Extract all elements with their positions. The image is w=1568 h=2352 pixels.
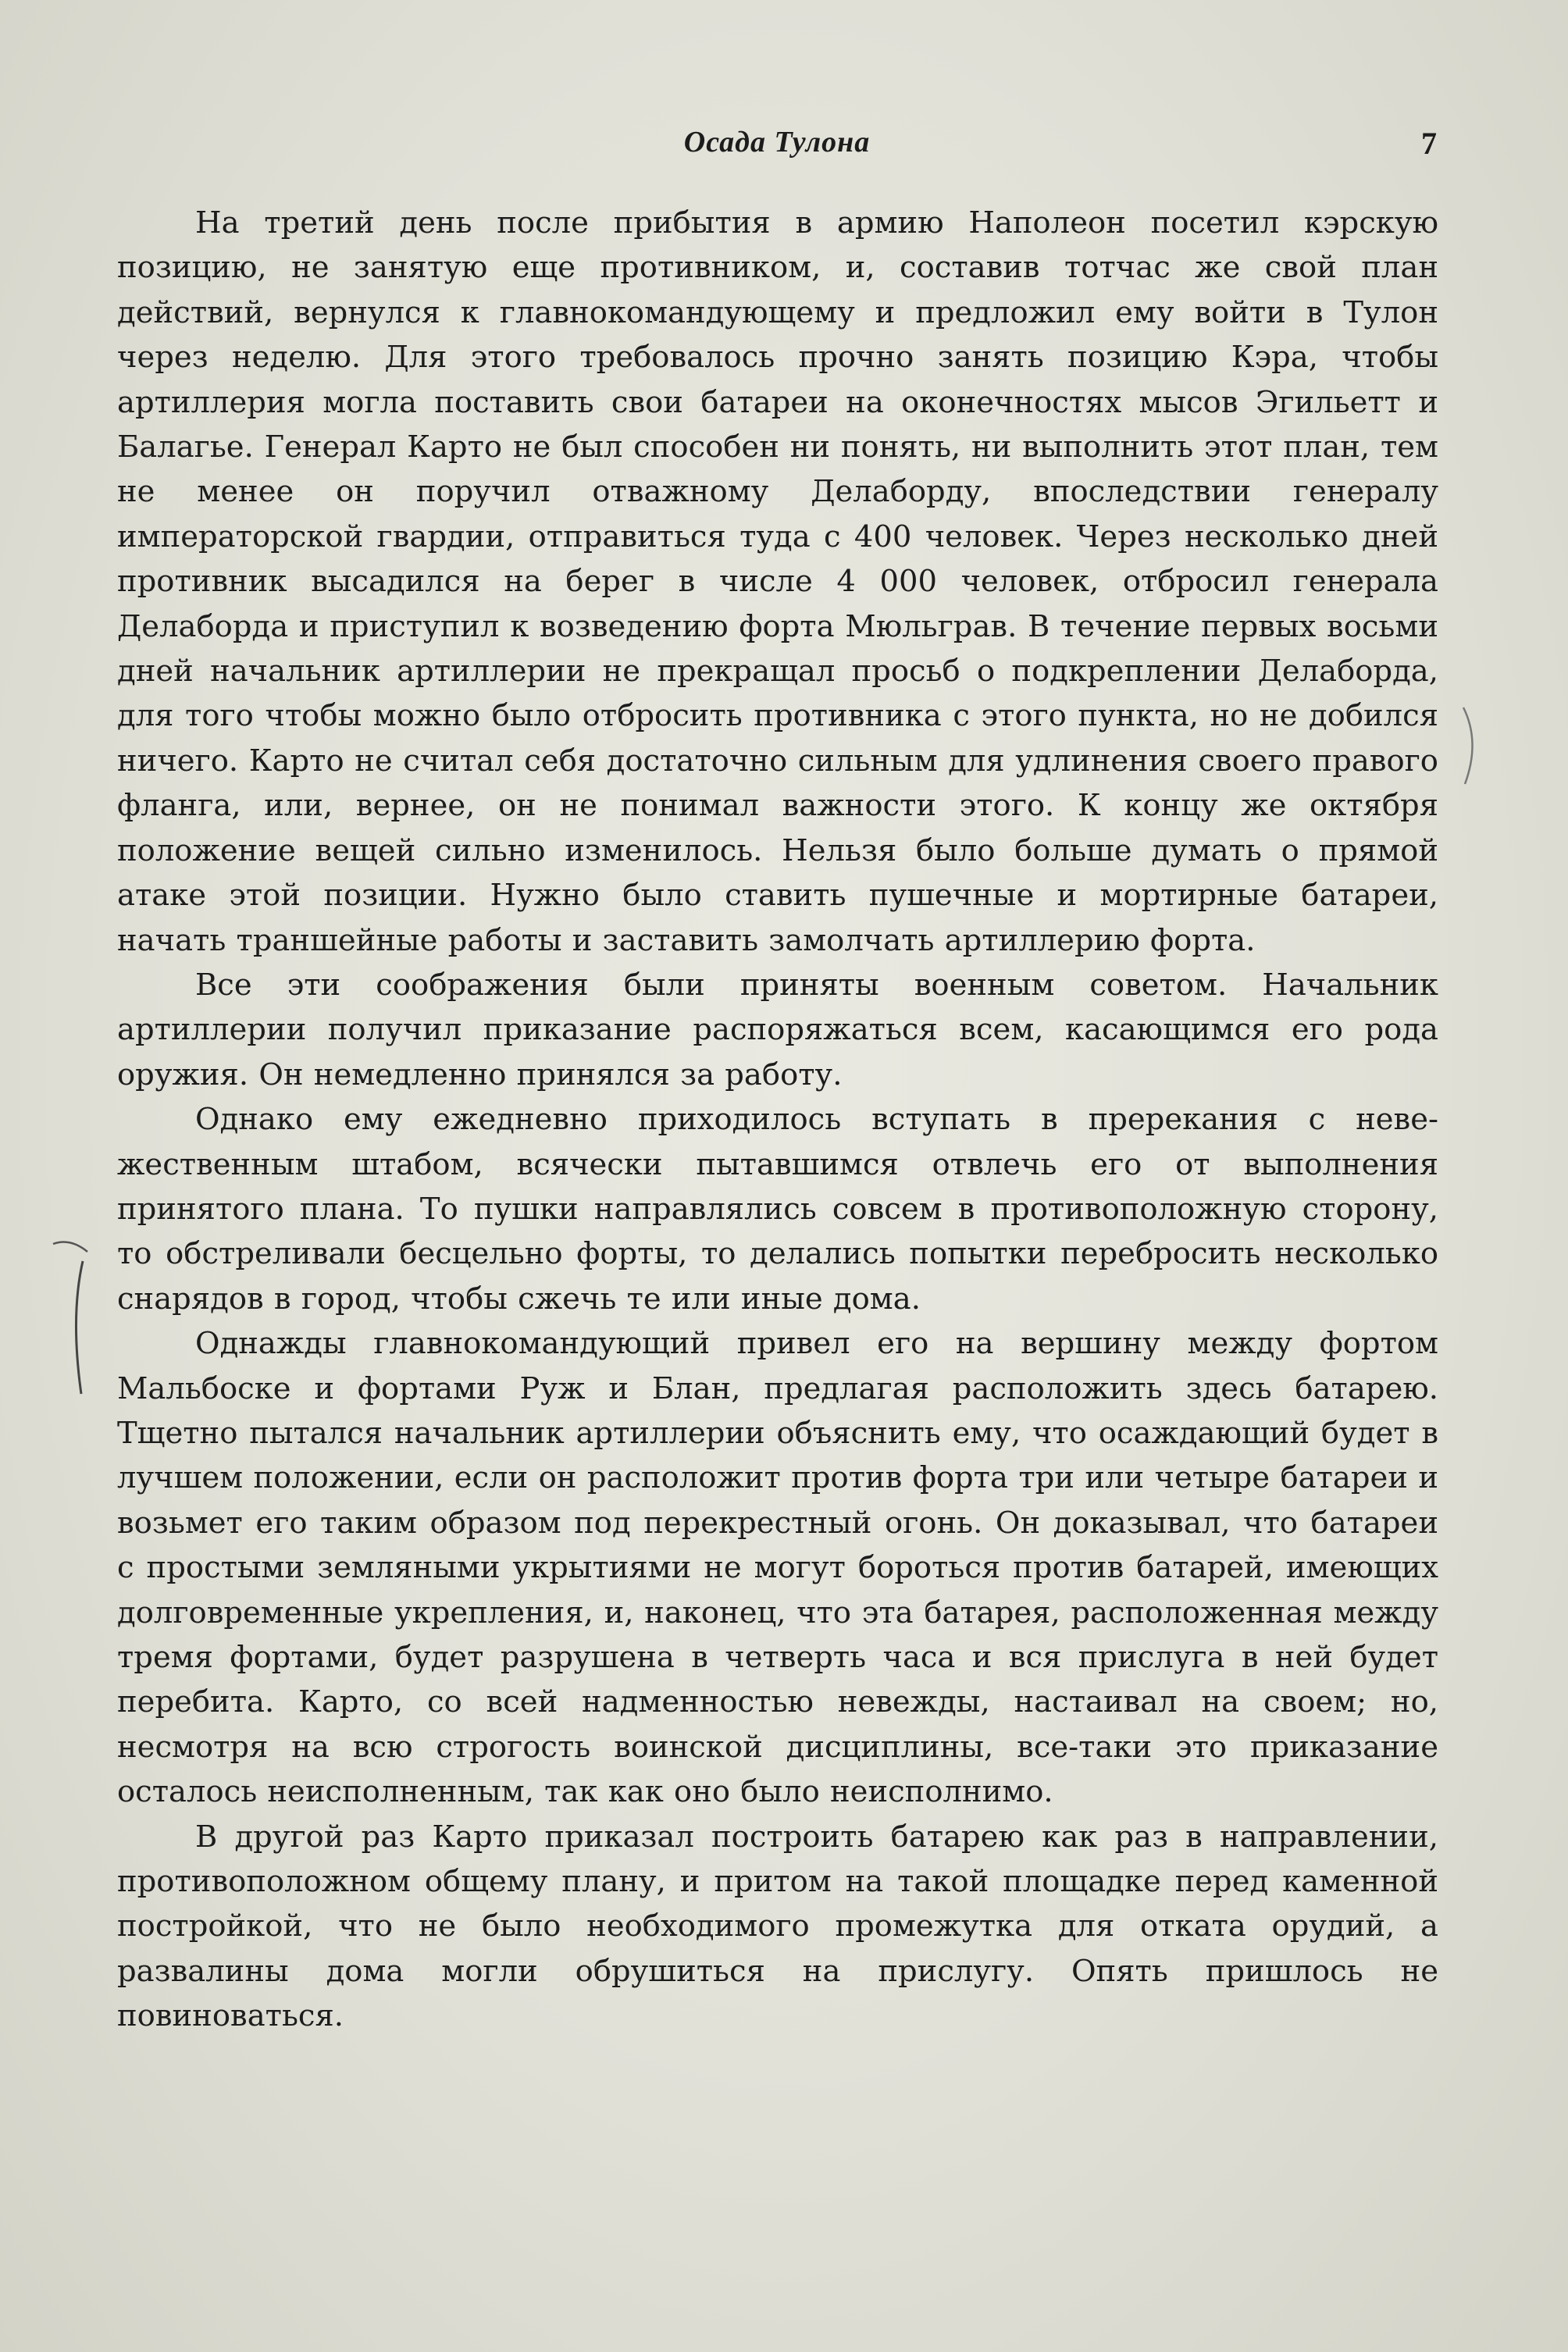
running-head — [117, 125, 1437, 172]
paragraph: Однако ему ежедневно приходилось вступать в пререкания с невежественным штабом, всячески пытавшимся отвлечь его от выполнения принятого плана. То пушки направлялись совсем в противоположную сторону, то обстреливали бесцельно форты, то делались попытки перебросить несколько снарядов в город, чтобы сжечь те или иные дома. — [117, 1102, 1438, 1317]
paragraph: В другой раз Карто приказал построить батарею как раз в направлении, противоположном общему плану, и притом на такой площадке перед каменной постройкой, что не было необходимого промежутка для отката орудий, а развалины дома могли обрушиться на прислугу. Опять пришлось не повиноваться. — [117, 1819, 1438, 2034]
paragraph: На третий день после прибытия в армию Наполеон посетил кэрскую позицию, не занятую еще противником, и, составив тотчас же свой план действий, вернулся к главнокомандующему и предложил ему войти в Тулон через неделю. Для этого требовалось прочно занять позицию Кэра, чтобы артиллерия могла поставить свои батареи на оконечностях мысов Эгильетт и Балагье. Генерал Карто не был способен ни понять, ни выполнить этот план, тем не менее он поручил отважному Делаборду, впоследствии генералу императорской гвардии, отправиться туда с 400 человек. Через несколько дней противник высадился на берег в числе 4 000 человек, отбросил генерала Делаборда и приступил к возведению форта Мюльграв. В течение первых восьми дней начальник артиллерии не прекращал просьб о подкреплении Делаборда, для того чтобы можно было отбросить противника с этого пункта, но не добился ничего. Карто не считал себя достаточно сильным для удлинения своего правого фланга, или, вернее, он не понимал важности этого. К концу же октября положение вещей сильно изменилось. Нельзя было больше думать о прямой атаке этой позиции. Нужно было ставить пушечные и мортирные батареи, начать траншейные работы и заставить замолчать артиллерию форта. — [117, 205, 1438, 958]
body-text — [117, 201, 1438, 2039]
running-title: Осада Тулона — [683, 126, 871, 159]
page-number: 7 — [1421, 126, 1437, 161]
paragraph: Однажды главнокомандующий привел его на вершину между фортом Мальбоске и фортами Руж и Блан, предлагая расположить здесь батарею. Тщетно пытался начальник артиллерии объяснить ему, что осаждающий будет в лучшем положении, если он расположит против форта три или четыре батареи и возьмет его таким образом под перекрестный огонь. Он доказывал, что батареи с простыми земляными укрытиями не могут бороться против батарей, имеющих долговременные укрепления, и, наконец, что эта батарея, расположенная между тремя фортами, будет разрушена в четверть часа и вся прислуга в ней будет перебита. Карто, со всей надменностью невежды, настаивал на своем; но, несмотря на всю строгость воинской дисциплины, все-таки это приказание осталось неисполненным, так как оно было неисполнимо. — [117, 1326, 1438, 1810]
pencil-edge-bracket — [1460, 703, 1484, 789]
paragraph: Все эти соображения были приняты военным советом. Начальник артиллерии получил приказание распоряжаться всем, касающимся его рода оружия. Он немедленно принялся за работу. — [117, 967, 1438, 1092]
pencil-margin-bracket — [47, 1238, 102, 1402]
